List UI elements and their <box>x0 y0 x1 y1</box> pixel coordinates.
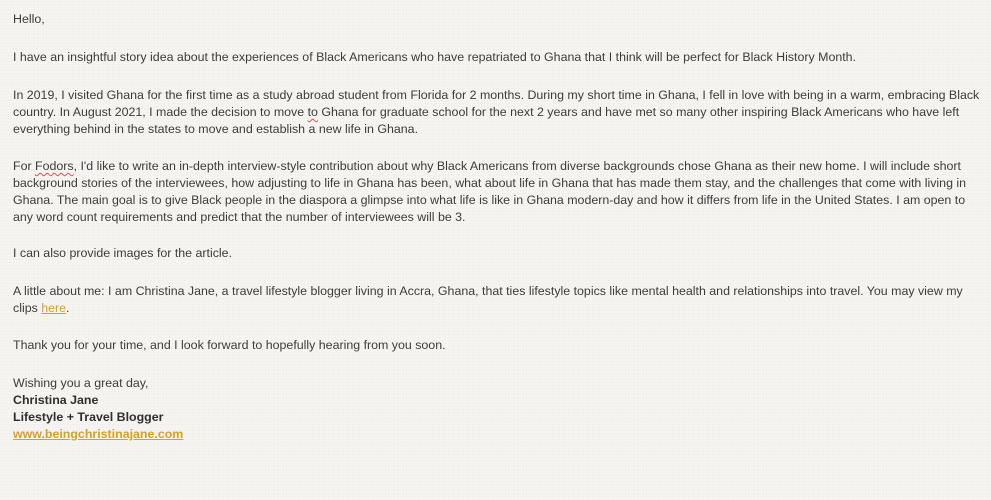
about-text: A little about me: I am Christina Jane, a travel lifestyle blogger living in Accra, Ghana, that ties lifestyle topics like mental health and relationships into travel. You may view my clips <box>13 284 963 315</box>
about-paragraph <box>13 283 983 317</box>
pitch-text-1: For <box>13 159 36 173</box>
spellcheck-word[interactable]: to <box>307 105 318 119</box>
background-paragraph <box>13 87 983 138</box>
background-text-2: Ghana for graduate school for the next 2 years and have met so many other inspiring Black Americans who have left everything behind in the states to move and establish a new life in Ghana. <box>13 105 960 136</box>
website-link[interactable]: www.beingchristinajane.com <box>13 427 184 441</box>
pitch-text-2: , I'd like to write an in-depth interview-style contribution about why Black Americans from diverse backgrounds chose Ghana as their new home. I will include short background stories of the interviewees, how adjusting to life in Ghana has been, what about life in Ghana that has made them stay, and the challenges that come with living in Ghana. The main goal is to give Black people in the diaspora a glimpse into what life is like in Ghana modern-day and how it differs from life in the United States. I am open to any word count requirements and predict that the number of interviewees will be 3. <box>13 159 967 224</box>
signature-title: Lifestyle + Travel Blogger <box>13 410 164 424</box>
signature-closing: Wishing you a great day, <box>13 376 149 390</box>
email-body[interactable] <box>13 11 983 443</box>
thanks-paragraph: Thank you for your time, and I look forward to hopefully hearing from you soon. <box>13 338 446 352</box>
pitch-paragraph <box>13 158 983 226</box>
greeting: Hello, <box>13 12 45 26</box>
clips-link[interactable]: here <box>41 301 67 315</box>
about-text-end: . <box>66 301 70 315</box>
background-text-1: In 2019, I visited Ghana for the first time as a study abroad student from Florida for 2 months. During my short time in Ghana, I fell in love with being in a warm, embracing Black country. In August 2021, I made the decision to move <box>13 88 980 119</box>
signature-block <box>13 375 983 443</box>
intro-paragraph: I have an insightful story idea about the experiences of Black Americans who have repatriated to Ghana that I think will be perfect for Black History Month. <box>13 50 857 64</box>
signature-name: Christina Jane <box>13 393 99 407</box>
spellcheck-word-fodors[interactable]: Fodors <box>35 159 74 173</box>
images-paragraph: I can also provide images for the article. <box>13 246 233 260</box>
